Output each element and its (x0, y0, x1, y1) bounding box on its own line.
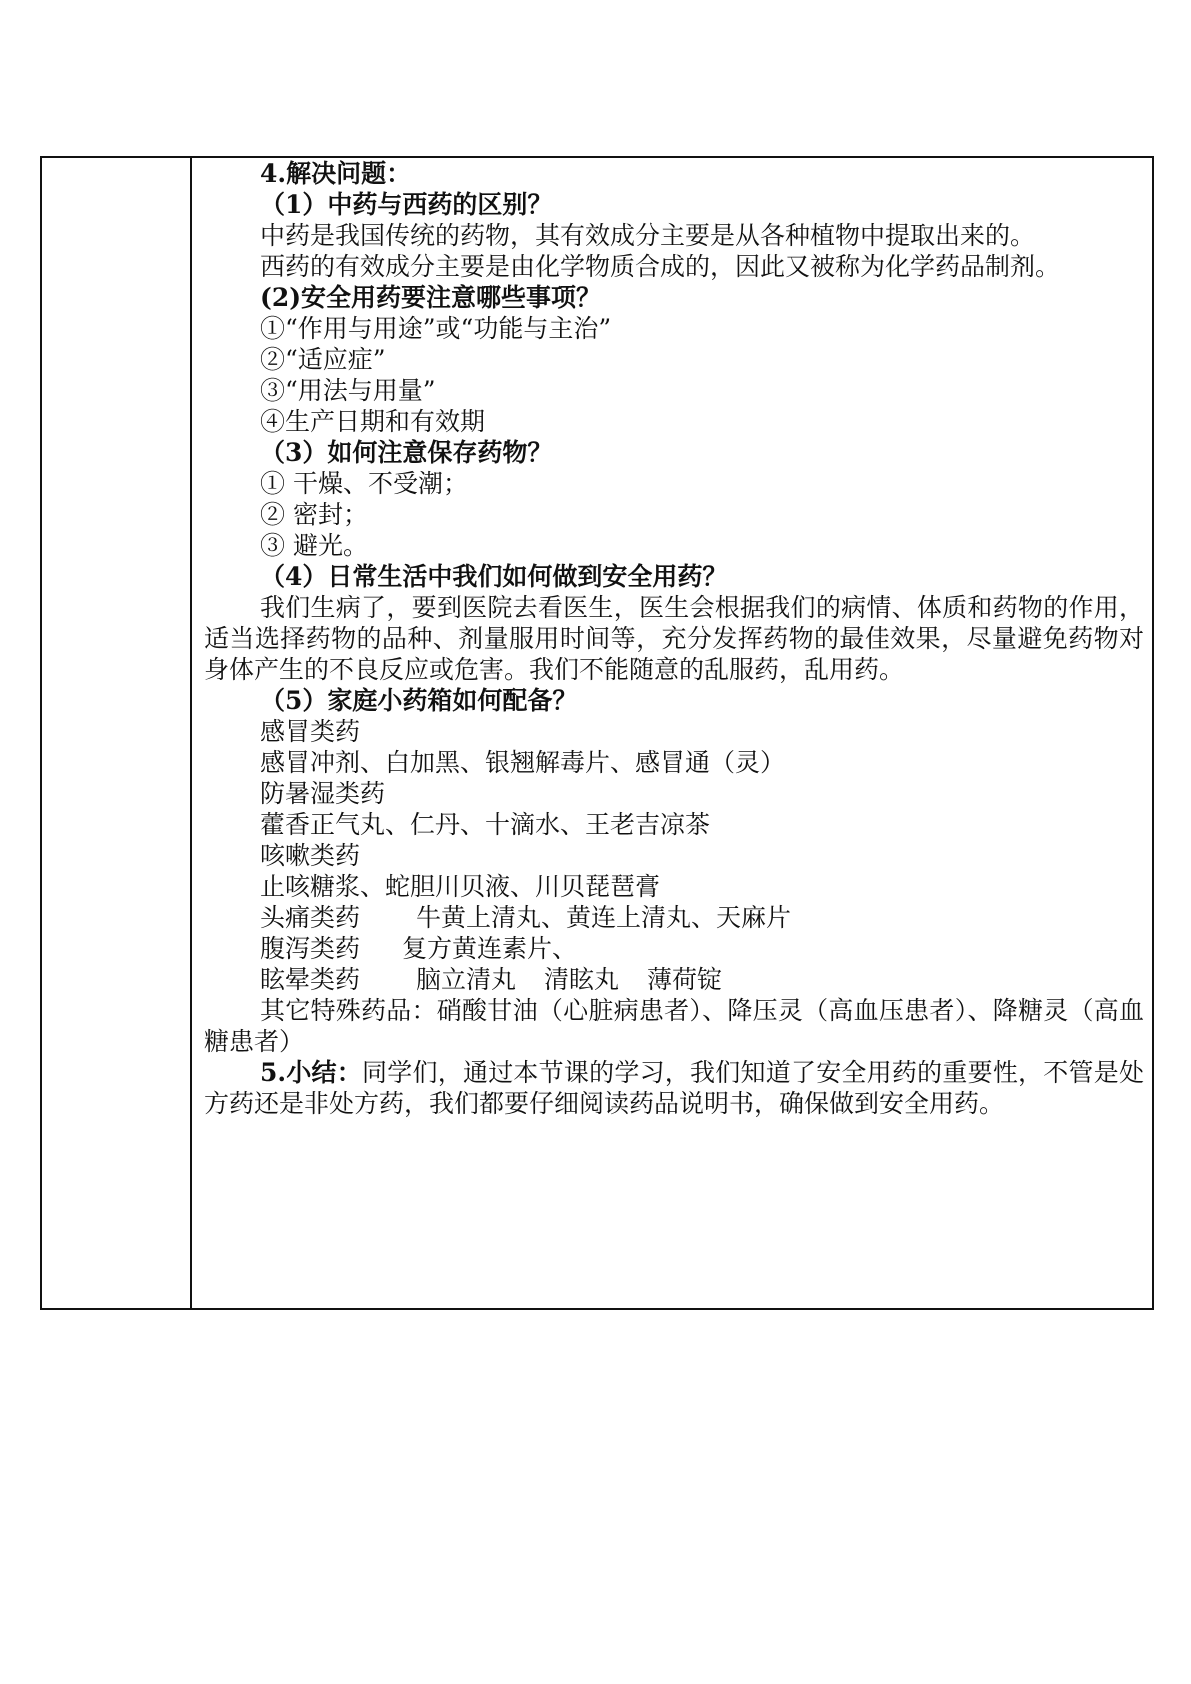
question-2-item: ①“作用与用途”或“功能与主治” (260, 314, 612, 343)
question-2-title: (2)安全用药要注意哪些事项？ (260, 283, 602, 312)
summary-paragraph (204, 1057, 1144, 1119)
dizziness-medicine-2: 清眩丸 (544, 965, 620, 994)
table-left-column (42, 158, 192, 1308)
question-3-item: ① 干燥、不受潮； (260, 469, 468, 498)
dizziness-medicine-3: 薄荷锭 (647, 965, 723, 994)
question-4-title: （4）日常生活中我们如何做到安全用药？ (260, 562, 728, 591)
summary-label: 5.小结： (260, 1058, 363, 1087)
question-2-item: ③“用法与用量” (260, 376, 436, 405)
dizziness-row (204, 964, 1144, 995)
headache-label: 头痛类药 (260, 903, 361, 932)
dizziness-medicine-1: 脑立清丸 (416, 965, 517, 994)
summary-text: 同学们，通过本节课的学习，我们知道了安全用药的重要性，不管是处方药还是非处方药，我们都要仔细阅读药品说明书，确保做到安全用药。 (204, 1058, 1144, 1118)
question-3-title: （3）如何注意保存药物？ (260, 438, 553, 467)
headache-row (204, 902, 1144, 933)
medicine-list-item: 咳嗽类药 (260, 841, 361, 870)
headache-medicines: 牛黄上清丸、黄连上清丸、天麻片 (416, 903, 792, 932)
medicine-list-item: 藿香正气丸、仁丹、十滴水、王老吉凉茶 (260, 810, 711, 839)
question-2-item: ②“适应症” (260, 345, 386, 374)
medicine-list-item: 防暑湿类药 (260, 779, 386, 808)
dizziness-label: 眩晕类药 (260, 965, 361, 994)
diarrhea-row (204, 933, 1144, 964)
section-heading-4: 4.解决问题： (260, 159, 412, 188)
table-content-cell (204, 158, 1144, 1119)
medicine-list-item: 感冒类药 (260, 717, 361, 746)
question-1-paragraph-1: 中药是我国传统的药物，其有效成分主要是从各种植物中提取出来的。 (260, 221, 1036, 250)
medicine-list-item: 止咳糖浆、蛇胆川贝液、川贝琵琶膏 (260, 872, 661, 901)
diarrhea-medicines: 复方黄连素片、 (402, 934, 578, 963)
question-5-title: （5）家庭小药箱如何配备？ (260, 686, 578, 715)
question-4-paragraph: 我们生病了，要到医院去看医生，医生会根据我们的病情、体质和药物的作用，适当选择药物的品种、剂量服用时间等，充分发挥药物的最佳效果，尽量避免药物对身体产生的不良反应或危害。我们不能随意的乱服药，乱用药。 (204, 593, 1144, 684)
lesson-table (40, 156, 1154, 1310)
question-3-item: ③ 避光。 (260, 531, 368, 560)
question-1-paragraph-2: 西药的有效成分主要是由化学物质合成的，因此又被称为化学药品制剂。 (260, 252, 1061, 281)
special-medicines-paragraph: 其它特殊药品：硝酸甘油（心脏病患者）、降压灵（高血压患者）、降糖灵（高血糖患者） (204, 996, 1144, 1056)
medicine-list-item: 感冒冲剂、白加黑、银翘解毒片、感冒通（灵） (260, 748, 786, 777)
diarrhea-label: 腹泻类药 (260, 934, 361, 963)
question-1-title: （1）中药与西药的区别？ (260, 190, 553, 219)
question-3-item: ② 密封； (260, 500, 368, 529)
question-2-item: ④生产日期和有效期 (260, 407, 486, 436)
